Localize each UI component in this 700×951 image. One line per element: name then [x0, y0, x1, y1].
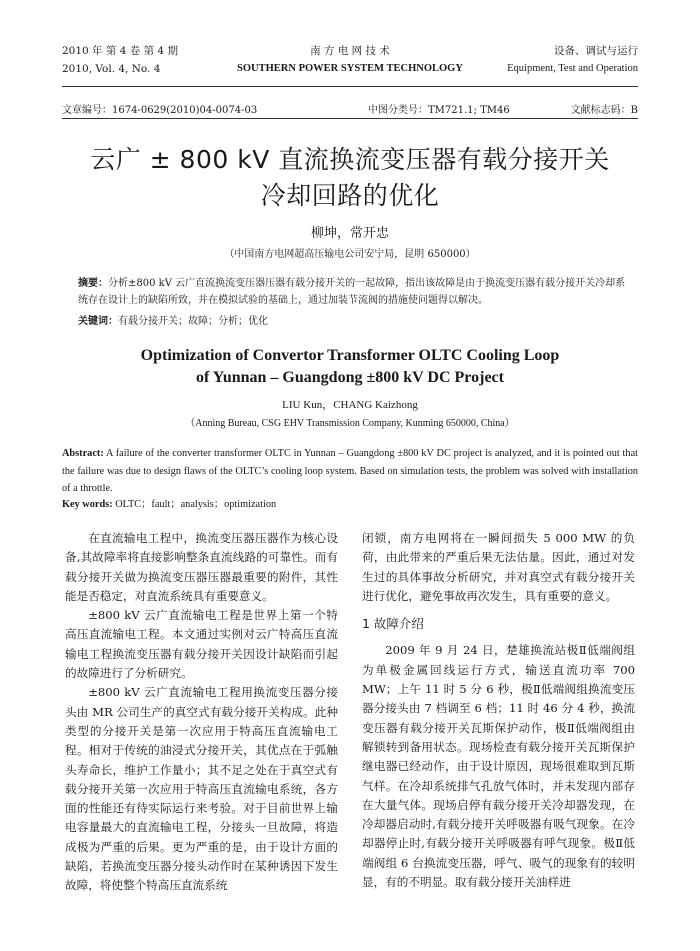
clc-number: 中图分类号：TM721.1; TM46 [368, 105, 510, 116]
article-number: 文章编号：1674-0629(2010)04-0074-03 [62, 105, 258, 116]
journal-issue-en: 2010, Vol. 4, No. 4 [62, 63, 161, 75]
keywords-cn [78, 313, 626, 330]
body-column-left [65, 529, 338, 896]
body-right-paragraph-1: 闭锁，南方电网将在一瞬间损失 5 000 MW 的负荷，由此带来的严重后果无法估量。因此，通过对发生过的具体事故分析研究，并对真空式有载分接开关进行优化，避免事故再次发生，具有重要的意义。 [362, 531, 635, 603]
abstract-en [62, 445, 638, 498]
journal-name-cn: 南 方 电 网 技 术 [310, 45, 390, 57]
title-cn-line1: 云广 ± 800 kV 直流换流变压器有载分接开关 [90, 145, 610, 174]
section-name-en: Equipment, Test and Operation [507, 63, 638, 74]
title-cn-line2: 冷却回路的优化 [260, 181, 440, 210]
keywords-en-text: OLTC；fault；analysis；optimization [112, 499, 277, 510]
title-en-line1: Optimization of Convertor Transformer OLTC Cooling Loop [140, 347, 560, 364]
body-left-paragraph-1: 在直流输电工程中，换流变压器压器作为核心设备,其故障率将直接影响整条直流线路的可靠性。而有载分接开关做为换流变压器压器最重要的附件，其性能是否稳定，对直流系统具有重要意义。 [65, 531, 338, 603]
meta-rule [62, 118, 638, 119]
body-right-paragraph-2: 2009 年 9 月 24 日，楚雄换流站极Ⅱ低端阀组为单极金属回线运行方式，输送直流功率 700 MW；上午 11 时 5 分 6 秒，极Ⅱ低端阀组换流变压器分接头由 7 档调至 6 档；11 时 46 分 4 秒，换流变压器有载分接开关瓦斯保护动作，极Ⅱ低端阀组由解锁转到备用状态。现场检查有载分接开关瓦斯保护继电器已经动作，由于设计原因，现场很难取到瓦斯气样。在冷却系统排气孔放气体时，并未发现内部存在大量气体。现场启停有载分接开关冷却器发现，在冷却器启动时,有载分接开关呼吸器有吸气现象。在冷却器停止时,有载分接开关呼吸器有呼气现象。极Ⅱ低端阀组 6 台换流变压器，呼气、吸气的现象有的较明显，有的不明显。取有载分接开关油样进 [362, 643, 635, 890]
body-left-paragraph-3: ±800 kV 云广直流输电工程用换流变压器分接头由 MR 公司生产的真空式有载分接开关构成。此种类型的分接开关是第一次应用于特高压直流输电工程。相对于传统的油浸式分接开关，其优点在于弧触头寿命长，维护工作量小；其不足之处在于真空式有载分接开关第一次应用于特高压直流输电系统，各方面的性能还有待实际运行来考验。对于目前世界上输电容量最大的直流输电工程，分接头一旦故障，将造成极为严重的后果。更为严重的是，由于设计方面的缺陷，若换流变压器分接头动作时在某种诱因下发生故障，将使整个特高压直流系统 [65, 685, 338, 893]
affiliation-cn: （中国南方电网超高压输电公司安宁局，昆明 650000） [224, 249, 476, 260]
journal-name-en: SOUTHERN POWER SYSTEM TECHNOLOGY [237, 63, 463, 74]
body-column-right [362, 529, 635, 892]
body-left-paragraph-2: ±800 kV 云广直流输电工程是世界上第一个特高压直流输电工程。本文通过实例对云广特高压直流输电工程换流变压器有载分接开关因设计缺陷而引起的故障进行了分析研究。 [65, 608, 338, 681]
keywords-cn-label: 关键词： [78, 316, 118, 327]
header-rule [62, 86, 638, 87]
section-heading-1: 1 故障介绍 [362, 616, 424, 632]
keywords-en [62, 496, 638, 514]
keywords-cn-text: 有载分接开关；故障；分析；优化 [118, 316, 268, 327]
journal-issue-cn: 2010 年 第 4 卷 第 4 期 [62, 45, 178, 57]
section-name-cn: 设备、调试与运行 [554, 45, 638, 57]
title-en-line2: of Yunnan – Guangdong ±800 kV DC Project [196, 369, 504, 386]
abstract-en-text: A failure of the converter transformer OLTC in Yunnan – Guangdong ±800 kV DC project is analyzed, and it is pointed out that the failure was due to design flaws of the OLTC’s cooling loop system. Based on simulation tests, the problem was solved with installation of a throttle. [62, 448, 638, 494]
keywords-en-label: Key words: [62, 499, 113, 510]
authors-en: LIU Kun，CHANG Kaizhong [282, 399, 418, 411]
abstract-cn [78, 275, 626, 309]
document-code: 文献标志码：B [570, 105, 638, 116]
authors-cn: 柳坤，常开忠 [310, 226, 389, 241]
abstract-cn-text: 分析±800 kV 云广直流换流变压器压器有载分接开关的一起故障，指出该故障是由于换流变压器有载分接开关冷却系统存在设计上的缺陷所致，并在模拟试验的基础上，通过加装节流阀的措施使问题得以解决。 [78, 278, 626, 306]
abstract-cn-label: 摘要： [78, 278, 108, 289]
affiliation-en: （Anning Bureau, CSG EHV Transmission Company, Kunming 650000, China） [185, 418, 515, 429]
abstract-en-label: Abstract: [62, 448, 104, 459]
